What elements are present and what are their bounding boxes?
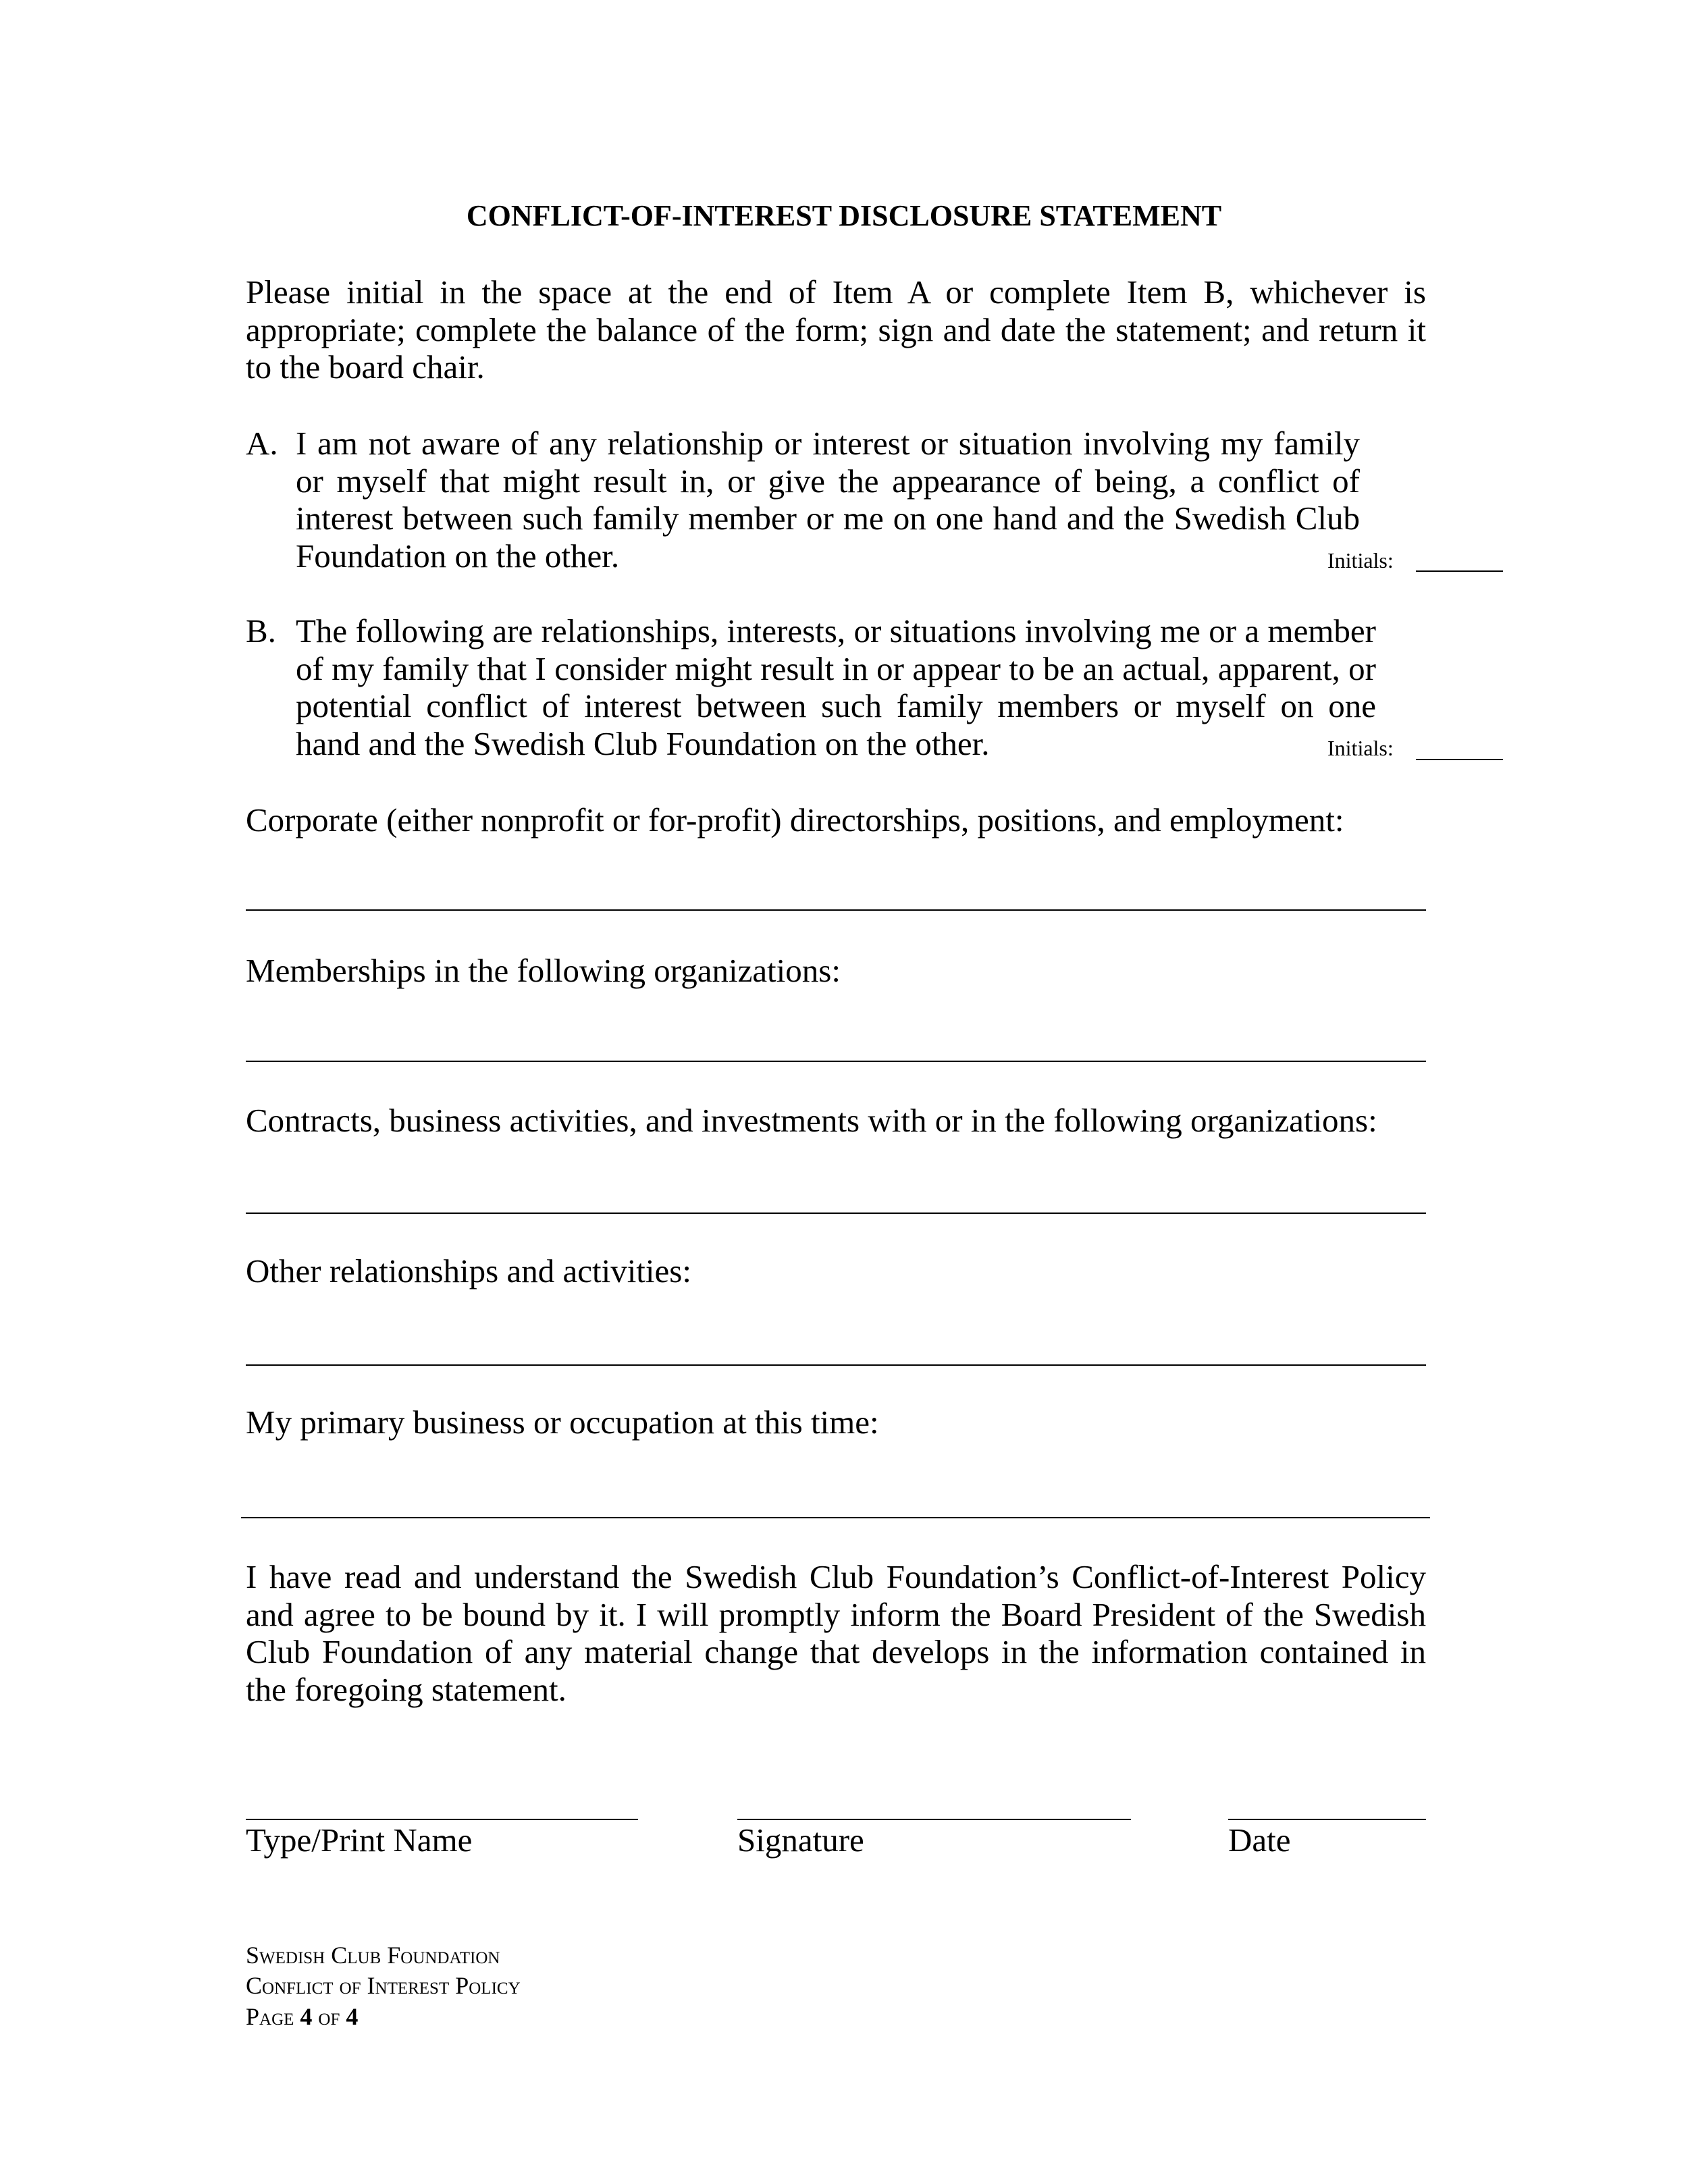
name-line[interactable] (246, 1819, 638, 1820)
date-line[interactable] (1228, 1819, 1426, 1820)
field-label-other: Other relationships and activities: (246, 1252, 691, 1289)
footer-page-number (246, 2001, 358, 2032)
item-a (246, 425, 1360, 575)
field-label-memberships: Memberships in the following organizations: (246, 952, 841, 989)
item-a-initials-label: Initials: (1327, 548, 1394, 572)
item-a-marker: A. (246, 425, 278, 462)
page-current: 4 (300, 2003, 313, 2030)
footer-organization: Swedish Club Foundation (246, 1942, 500, 1969)
footer-document: Conflict of Interest Policy (246, 1972, 521, 1999)
item-b (246, 612, 1376, 762)
item-a-initials-field[interactable] (1416, 570, 1503, 572)
page-title: CONFLICT-OF-INTEREST DISCLOSURE STATEMENT (466, 199, 1222, 232)
field-line-other[interactable] (246, 1364, 1426, 1366)
name-label: Type/Print Name (246, 1821, 473, 1859)
page-prefix: Page (246, 2003, 300, 2030)
field-line-memberships[interactable] (246, 1061, 1426, 1062)
field-line-corporate[interactable] (246, 909, 1426, 911)
page-of: of (312, 2003, 346, 2030)
field-label-corporate: Corporate (either nonprofit or for-profit) directorships, positions, and employment: (246, 801, 1344, 838)
item-b-marker: B. (246, 612, 276, 649)
field-label-contracts: Contracts, business activities, and investments with or in the following organizations: (246, 1102, 1377, 1139)
item-b-initials-field[interactable] (1416, 759, 1503, 760)
field-line-occupation[interactable] (241, 1517, 1430, 1518)
item-b-text: The following are relationships, interests, or situations involving me or a member of my family that I consider might result in or appear to be an actual, apparent, or potential conflict of interest between such family members or myself on one hand and the Swedish Club Foundation on the other. (296, 612, 1376, 762)
field-line-contracts[interactable] (246, 1213, 1426, 1214)
signature-label: Signature (737, 1821, 864, 1859)
page-total: 4 (346, 2003, 359, 2030)
date-label: Date (1228, 1821, 1291, 1859)
instructions: Please initial in the space at the end of Item A or complete Item B, whichever is appropriate; complete the balance of the form; sign and date the statement; and return it to the board chair. (246, 273, 1426, 385)
item-a-text: I am not aware of any relationship or interest or situation involving my family or myself that might result in, or give the appearance of being, a conflict of interest between such family member or me on one hand and the Swedish Club Foundation on the other. (296, 425, 1360, 575)
agreement-statement: I have read and understand the Swedish Club Foundation’s Conflict-of-Interest Policy and agree to be bound by it. I will promptly inform the Board President of the Swedish Club Foundation of any material change that develops in the information contained in the foregoing statement. (246, 1558, 1426, 1708)
signature-line[interactable] (737, 1819, 1131, 1820)
item-b-initials-label: Initials: (1327, 736, 1394, 760)
field-label-occupation: My primary business or occupation at this time: (246, 1404, 879, 1441)
